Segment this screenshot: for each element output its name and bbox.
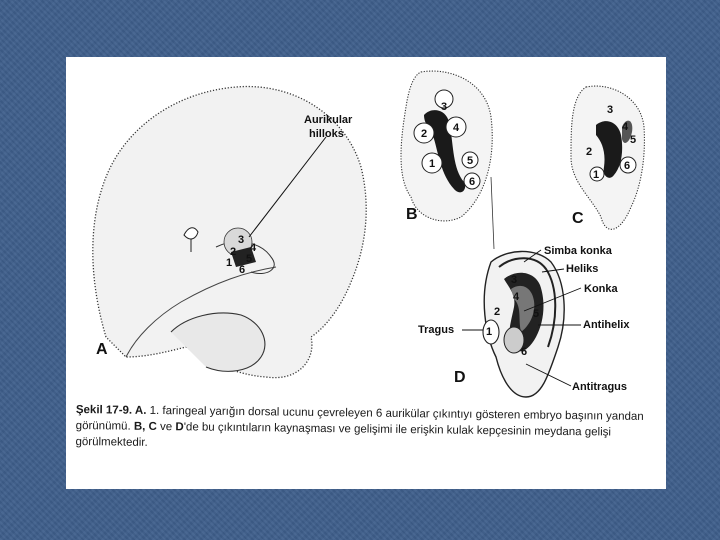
- caption-text: 1. faringeal yarığın dorsal ucunu çevreleyen 6 aurikülar çıkıntıyı gösteren embryo başının yandan görünümü.: [75, 404, 644, 433]
- caption-text-ve: ve: [160, 421, 173, 434]
- b-hillock-3: 3: [441, 101, 448, 113]
- d-hillock-4: 4: [513, 291, 520, 303]
- c-hillock-2: 2: [586, 146, 593, 158]
- b-hillock-6: 6: [469, 176, 476, 188]
- caption-bold-bc: B, C: [133, 420, 157, 433]
- b-hillock-5: 5: [467, 155, 474, 167]
- heliks-label: Heliks: [566, 263, 599, 275]
- b-hillock-4: 4: [453, 122, 460, 134]
- hilloks-label: hilloks: [309, 128, 344, 140]
- d-hillock-2: 2: [494, 306, 501, 318]
- d-hillock-5: 5: [533, 308, 540, 320]
- figure-caption: [75, 402, 656, 457]
- figure-panel: [66, 57, 666, 489]
- panel-a-embryo: [93, 87, 366, 378]
- panel-c-ear: [571, 86, 644, 229]
- a-hillock-3: 3: [238, 234, 245, 246]
- aurikular-label: Aurikular: [304, 114, 353, 126]
- panel-c-letter: C: [572, 210, 584, 227]
- b-hillock-1: 1: [429, 158, 436, 170]
- d-hillock-1: 1: [486, 326, 493, 338]
- embryology-figure: [66, 57, 666, 402]
- a-hillock-2: 2: [230, 246, 237, 258]
- caption-bold-d: D: [175, 421, 184, 434]
- simba-konka-label: Simba konka: [544, 245, 612, 257]
- c-hillock-4: 4: [622, 121, 629, 133]
- c-hillock-6: 6: [624, 160, 631, 172]
- konka-label: Konka: [584, 283, 618, 295]
- a-hillock-4: 4: [250, 242, 257, 254]
- panel-b-ear: [401, 71, 492, 223]
- antihelix-label: Antihelix: [583, 319, 630, 331]
- a-hillock-1: 1: [226, 257, 233, 269]
- a-hillock-5: 5: [246, 253, 253, 265]
- c-hillock-5: 5: [630, 134, 637, 146]
- caption-text-end: 'de bu çıkıntıların kaynaşması ve gelişimi ile erişkin kulak kepçesinin meydana gelişi görülmektedir.: [75, 421, 612, 449]
- d-hillock-3: 3: [511, 274, 518, 286]
- panel-b-letter: B: [406, 206, 418, 223]
- caption-lead: Şekil 17-9. A.: [75, 403, 147, 417]
- antitragus-label: Antitragus: [572, 381, 627, 393]
- panel-d-adult-ear: [418, 245, 630, 397]
- tragus-label: Tragus: [418, 324, 455, 336]
- panel-a-letter: A: [96, 341, 108, 358]
- d-hillock-6: 6: [521, 346, 528, 358]
- a-hillock-6: 6: [239, 264, 246, 276]
- c-hillock-3: 3: [607, 104, 614, 116]
- b-hillock-2: 2: [421, 128, 428, 140]
- c-hillock-1: 1: [593, 169, 600, 181]
- panel-d-letter: D: [454, 369, 466, 386]
